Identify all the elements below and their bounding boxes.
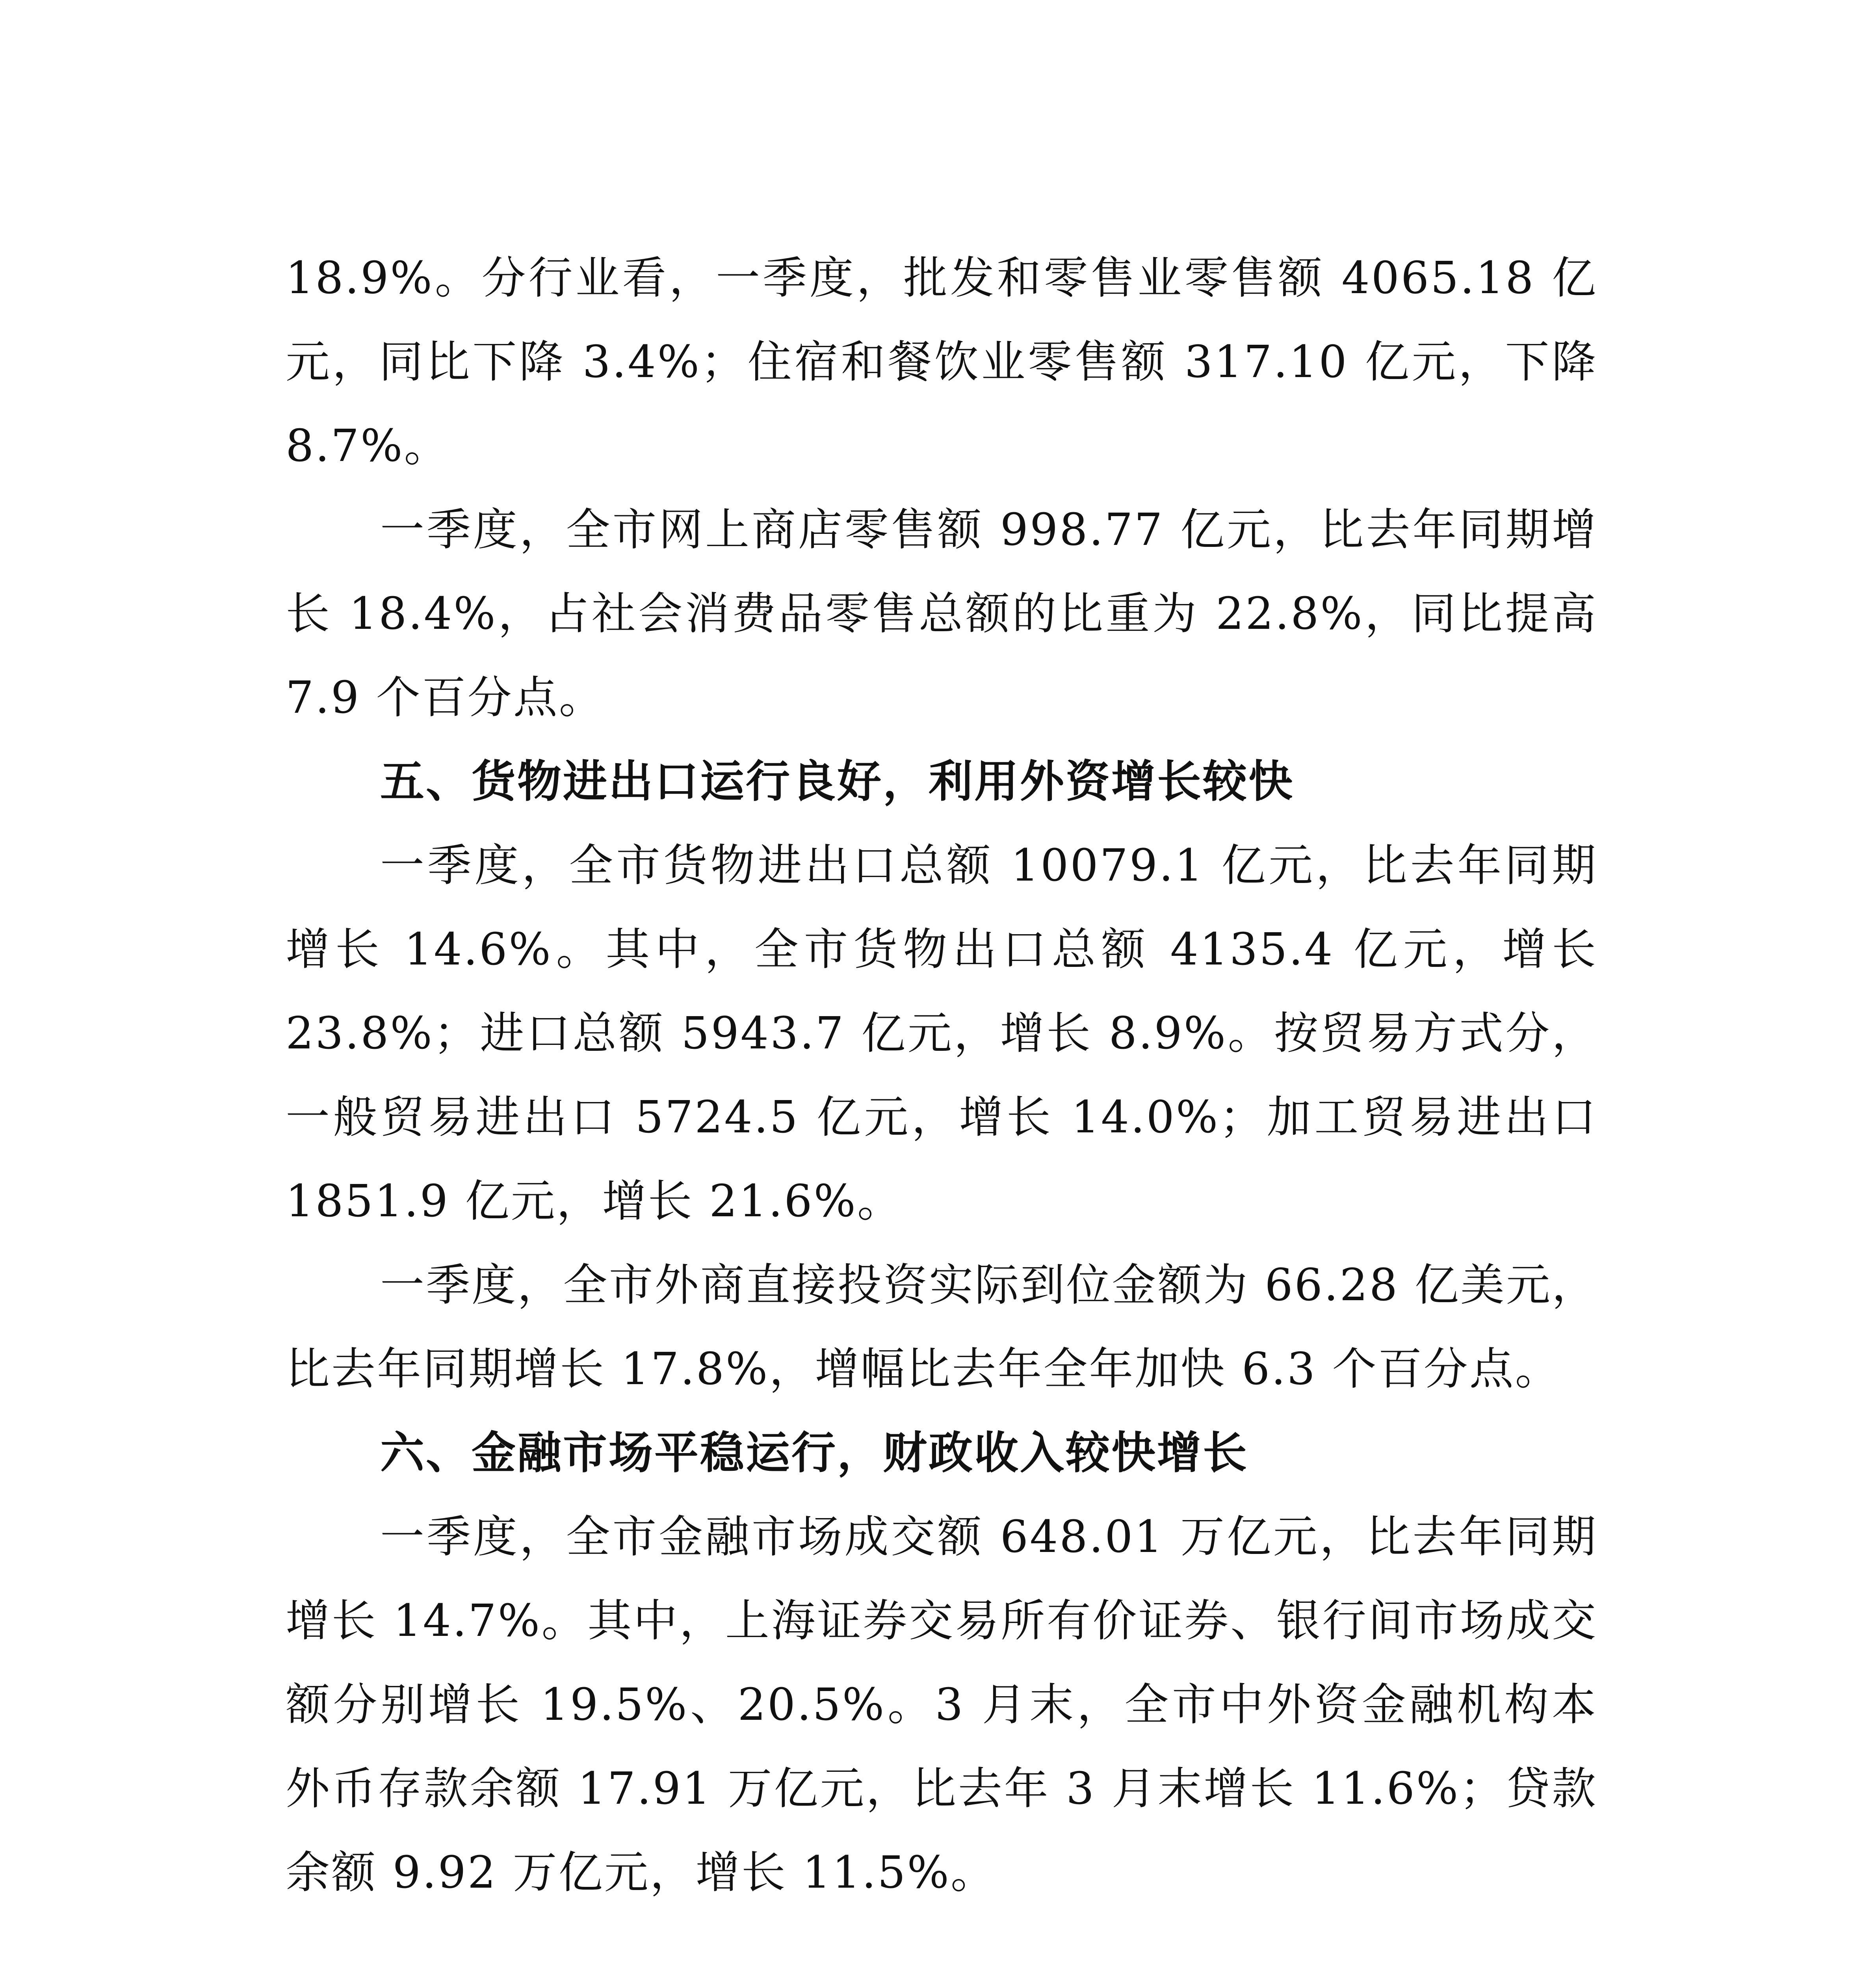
section-heading-finance: 六、金融市场平稳运行，财政收入较快增长 [380,1427,1248,1479]
paragraph-retail-by-industry: 18.9%。分行业看，一季度，批发和零售业零售额 4065.18 亿元，同比下降 3.4%；住宿和餐饮业零售额 317.10 亿元，下降 8.7%。 [286,253,1613,472]
paragraph-import-export: 一季度，全市货物进出口总额 10079.1 亿元，比去年同期增长 14.6%。其中，全市货物出口总额 4135.4 亿元，增长 23.8%；进口总额 5943.7 亿元，增长 8.9%。按贸易方式分，一般贸易进出口 5724.5 亿元，增长 14.0%；加工贸易进出口 1851.9 亿元，增长 21.6%。 [286,840,1613,1227]
paragraph-online-retail: 一季度，全市网上商店零售额 998.77 亿元，比去年同期增长 18.4%，占社会消费品零售总额的比重为 22.8%，同比提高 7.9 个百分点。 [286,504,1613,723]
document-body [286,236,1613,1915]
section-heading-trade: 五、货物进出口运行良好，利用外资增长较快 [380,756,1294,807]
paragraph-foreign-investment: 一季度，全市外商直接投资实际到位金额为 66.28 亿美元，比去年同期增长 17.8%，增幅比去年全年加快 6.3 个百分点。 [286,1260,1597,1395]
paragraph-financial-market: 一季度，全市金融市场成交额 648.01 万亿元，比去年同期增长 14.7%。其中，上海证券交易所有价证券、银行间市场成交额分别增长 19.5%、20.5%。3 月末，全市中外资金融机构本外币存款余额 17.91 万亿元，比去年 3 月末增长 11.6%；贷款余额 9.92 万亿元，增长 11.5%。 [286,1511,1597,1898]
